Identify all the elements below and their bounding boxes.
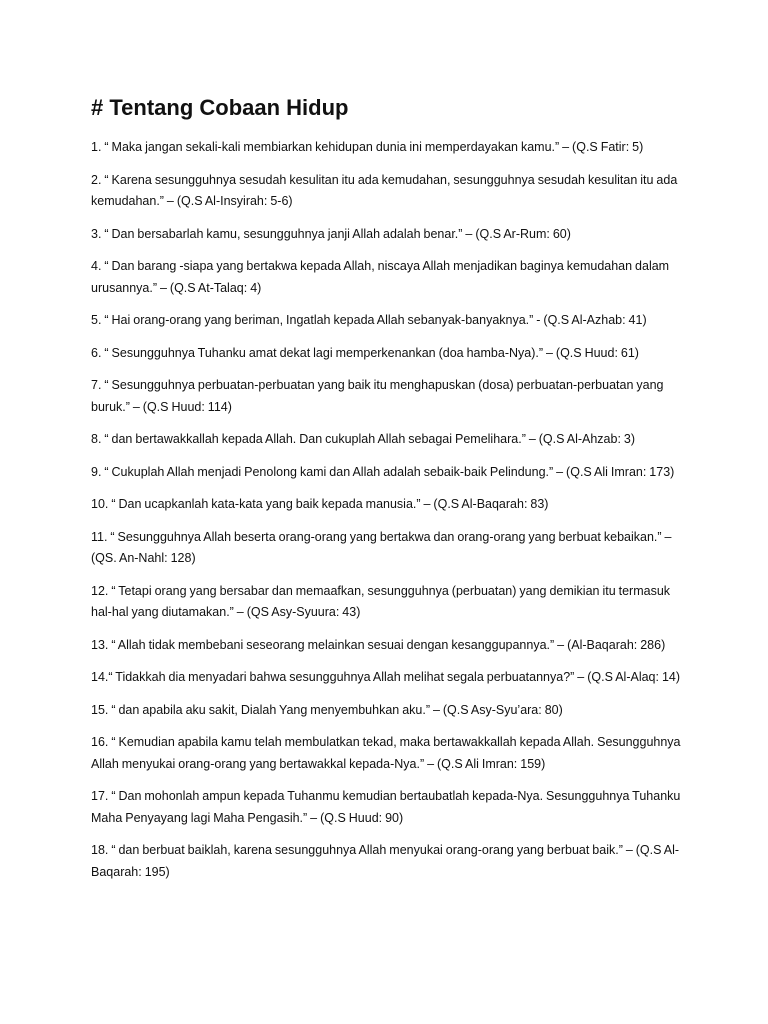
quote-item-15: 15. “ dan apabila aku sakit, Dialah Yang menyembuhkan aku.” – (Q.S Asy-Syu’ara: 80) [91,702,563,717]
quote-item-6: 6. “ Sesungguhnya Tuhanku amat dekat lagi memperkenankan (doa hamba-Nya).” – (Q.S Huud: 61) [91,345,639,360]
quote-item-8: 8. “ dan bertawakkallah kepada Allah. Dan cukuplah Allah sebagai Pemelihara.” – (Q.S Al-Ahzab: 3) [91,432,636,446]
quote-item-7: 7. “ Sesungguhnya perbuatan-perbuatan yang baik itu menghapuskan (dosa) perbuatan-perbuatan yang buruk.” – (Q.S Huud: 114) [91,378,664,414]
quote-list [91,137,681,894]
quote-item-5: 5. “ Hai orang-orang yang beriman, Ingatlah kepada Allah sebanyak-banyaknya.” - (Q.S Al-Azhab: 41) [91,313,647,327]
quote-item-4: 4. “ Dan barang -siapa yang bertakwa kepada Allah, niscaya Allah menjadikan baginya kemudahan dalam urusannya.” – (Q.S At-Talaq: 4) [91,259,670,295]
quote-item-18: 18. “ dan berbuat baiklah, karena sesungguhnya Allah menyukai orang-orang yang berbuat baik.” – (Q.S Al-Baqarah: 195) [91,843,680,879]
quote-item-10: 10. “ Dan ucapkanlah kata-kata yang baik kepada manusia.” – (Q.S Al-Baqarah: 83) [91,497,549,511]
quote-item-1: 1. “ Maka jangan sekali-kali membiarkan kehidupan dunia ini memperdayakan kamu.” – (Q.S Fatir: 5) [91,140,644,154]
quote-item-9: 9. “ Cukuplah Allah menjadi Penolong kami dan Allah adalah sebaik-baik Pelindung.” – (Q.S Ali Imran: 173) [91,464,675,479]
quote-item-11: 11. “ Sesungguhnya Allah beserta orang-orang yang bertakwa dan orang-orang yang berbuat kebaikan.” –(QS. An-Nahl: 128) [91,529,672,565]
quote-item-17: 17. “ Dan mohonlah ampun kepada Tuhanmu kemudian bertaubatlah kepada-Nya. Sesungguhnya Tuhanku Maha Penyayang lagi Maha Pengasih.” – (Q.S Huud: 90) [91,789,681,825]
quote-item-16: 16. “ Kemudian apabila kamu telah membulatkan tekad, maka bertawakkallah kepada Allah. Sesungguhnya Allah menyukai orang-orang yang bertawakkal kepada-Nya.” – (Q.S Ali Imran: 159) [91,735,681,771]
quote-item-14: 14.“ Tidakkah dia menyadari bahwa sesungguhnya Allah melihat segala perbuatannya?” – (Q.S Al-Alaq: 14) [91,670,681,684]
document-title: # Tentang Cobaan Hidup [91,95,349,120]
quote-item-13: 13. “ Allah tidak membebani seseorang melainkan sesuai dengan kesanggupannya.” – (Al-Baqarah: 286) [91,637,666,652]
quote-item-12: 12. “ Tetapi orang yang bersabar dan memaafkan, sesungguhnya (perbuatan) yang demikian itu termasuk hal-hal yang diutamakan.” – (QS Asy-Syuura: 43) [91,583,671,619]
quote-item-2: 2. “ Karena sesungguhnya sesudah kesulitan itu ada kemudahan, sesungguhnya sesudah kesulitan itu ada kemudahan.” – (Q.S Al-Insyirah: 5-6) [91,172,678,208]
quote-item-3: 3. “ Dan bersabarlah kamu, sesungguhnya janji Allah adalah benar.” – (Q.S Ar-Rum: 60) [91,226,571,241]
